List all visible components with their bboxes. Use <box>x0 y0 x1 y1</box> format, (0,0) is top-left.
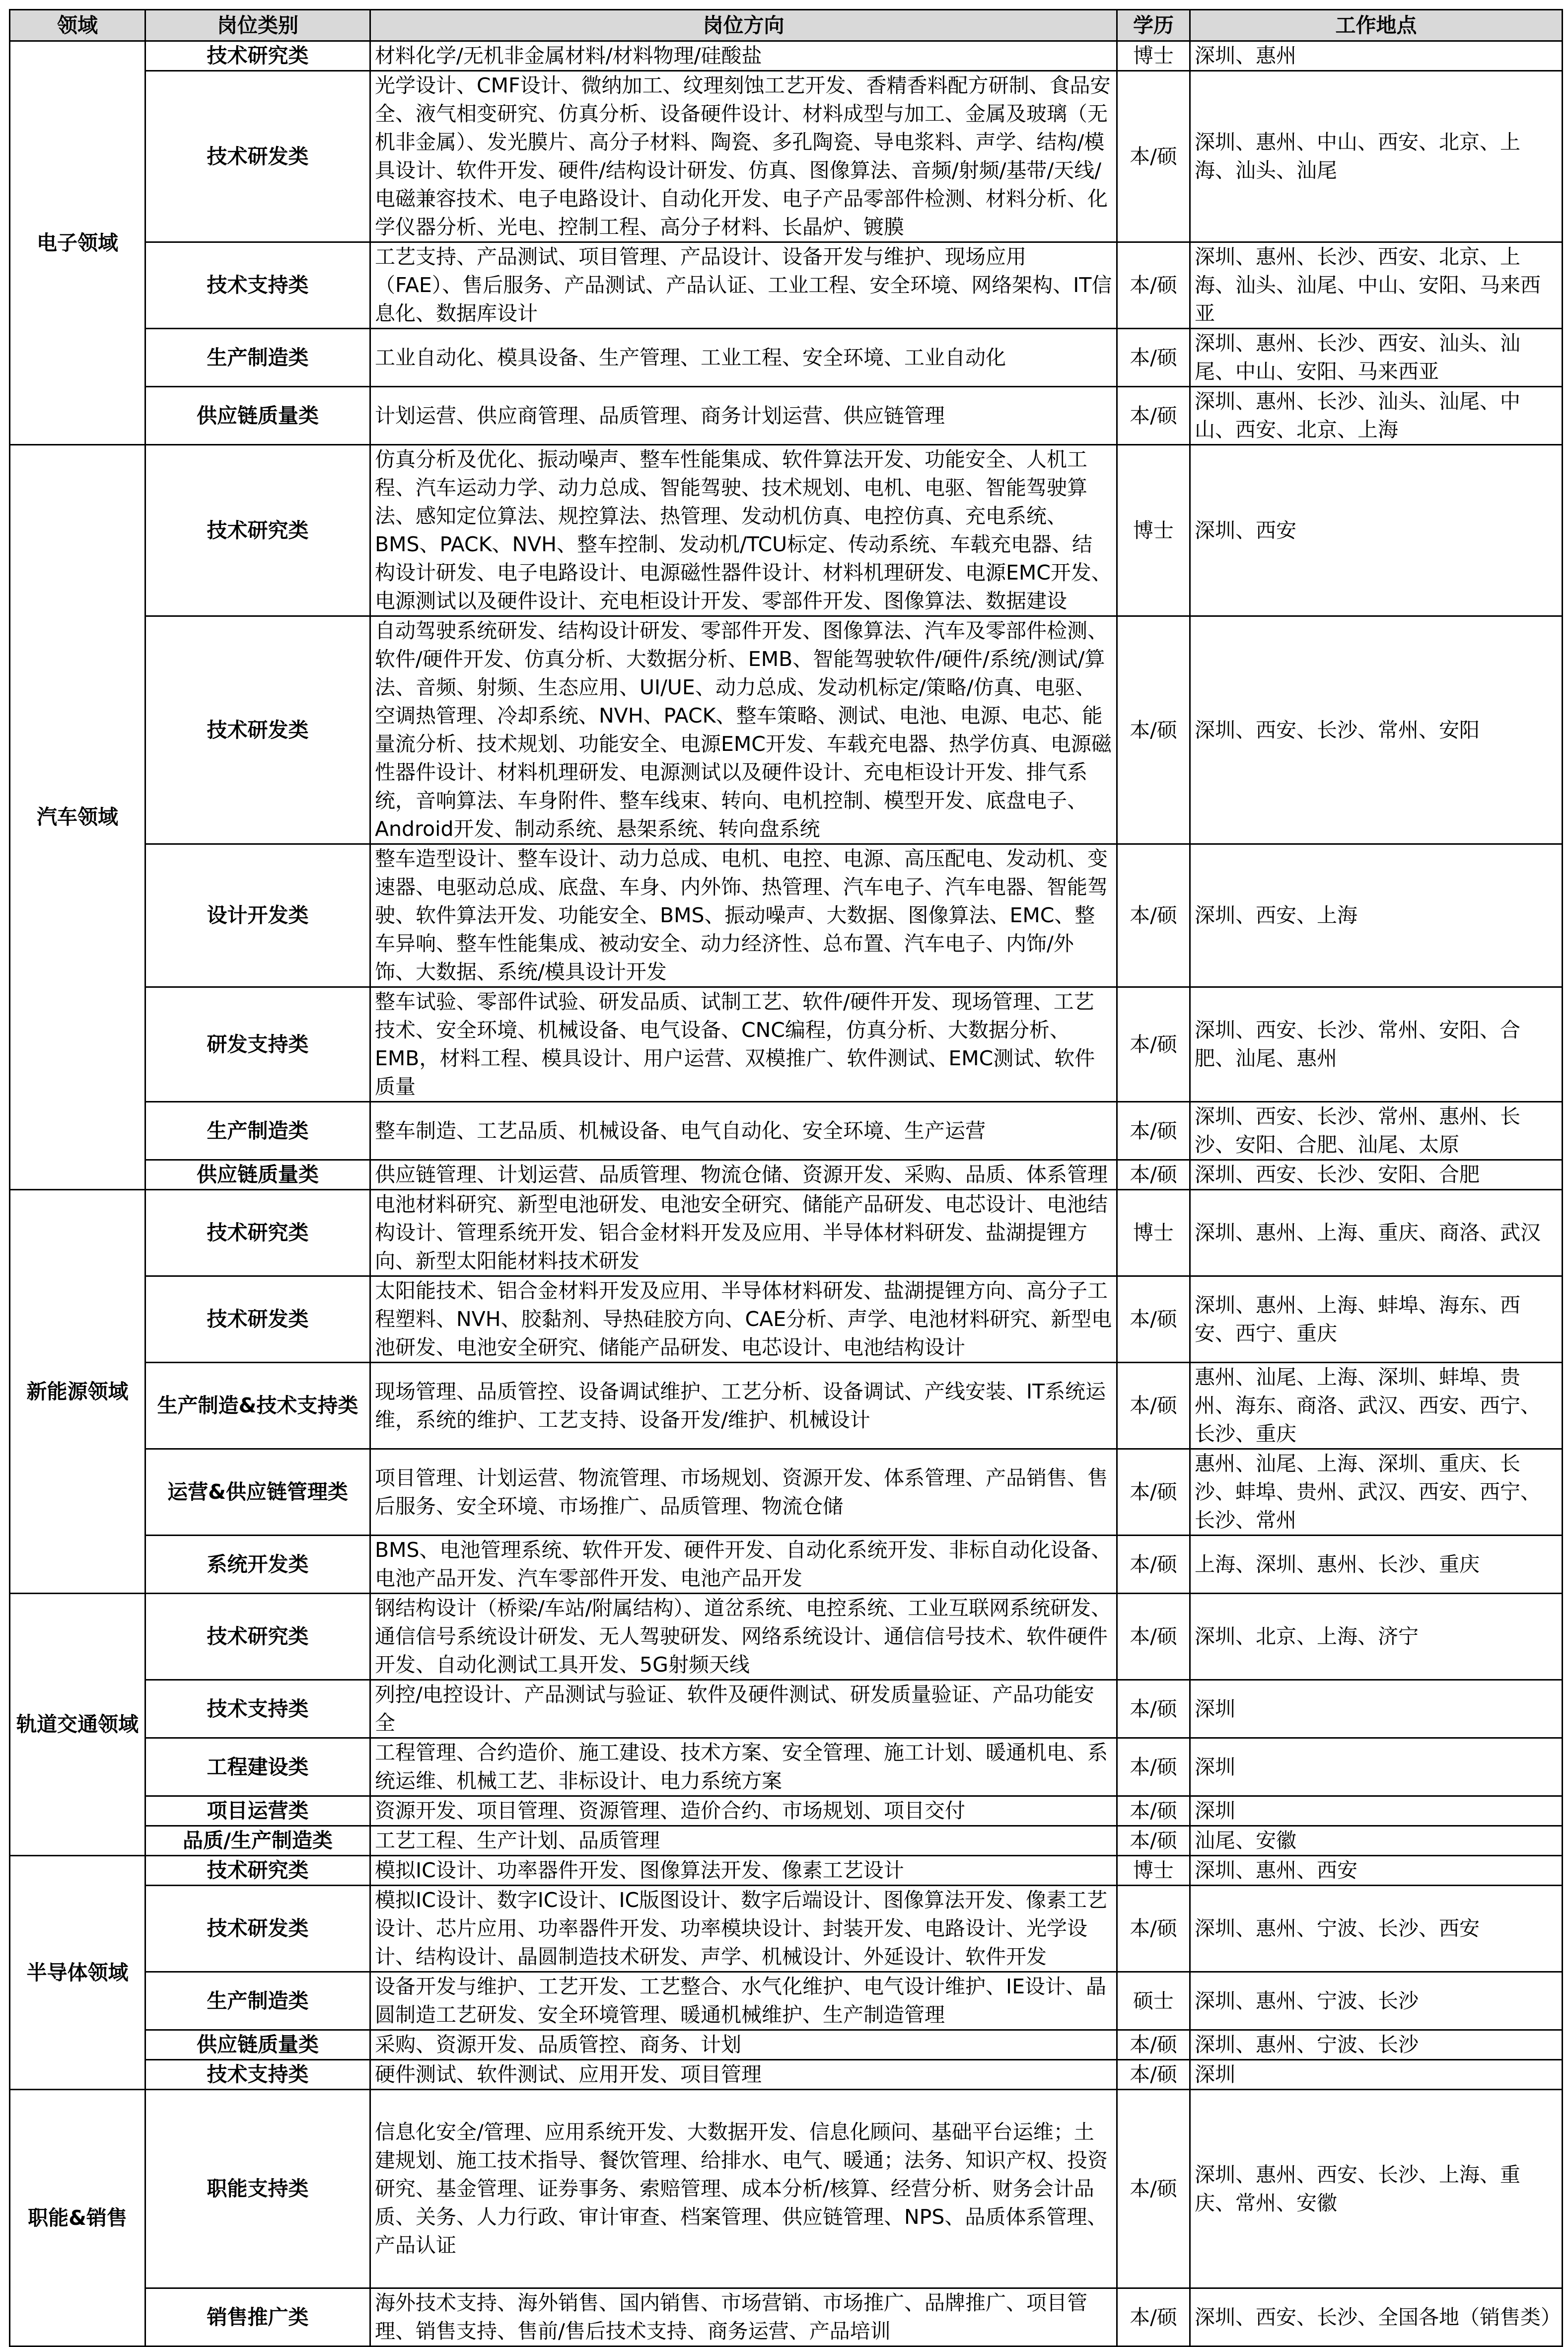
direction-cell: 整车造型设计、整车设计、动力总成、电机、电控、电源、高压配电、发动机、变速器、电驱动总成、底盘、车身、内外饰、热管理、汽车电子、汽车电器、智能驾驶、软件算法开发、功能安全、BMS、振动噪声、大数据、图像算法、EMC、整车异响、整车性能集成、被动安全、动力经济性、总布置、汽车电子、内饰/外饰、大数据、系统/模具设计开发 <box>370 844 1117 987</box>
domain-cell: 汽车领域 <box>10 445 145 1190</box>
location-cell: 深圳、惠州、长沙、西安、汕头、汕尾、中山、安阳、马来西亚 <box>1190 329 1563 387</box>
table-row <box>10 1536 1563 1594</box>
table-row <box>10 1363 1563 1449</box>
education-cell: 本/硕 <box>1117 1276 1190 1363</box>
domain-cell: 轨道交通领域 <box>10 1594 145 1856</box>
education-cell: 硕士 <box>1117 1972 1190 2030</box>
table-row <box>10 242 1563 329</box>
table-row <box>10 1449 1563 1536</box>
direction-cell: 材料化学/无机非金属材料/材料物理/硅酸盐 <box>370 41 1117 71</box>
category-cell: 供应链质量类 <box>145 1160 370 1190</box>
location-cell: 深圳、西安、上海 <box>1190 844 1563 987</box>
education-cell: 博士 <box>1117 1856 1190 1886</box>
location-cell: 深圳 <box>1190 1796 1563 1826</box>
table-row <box>10 1796 1563 1826</box>
location-cell: 深圳、惠州、长沙、汕头、汕尾、中山、西安、北京、上海 <box>1190 387 1563 445</box>
location-cell: 深圳、惠州、中山、西安、北京、上海、汕头、汕尾 <box>1190 71 1563 242</box>
direction-cell: 工程管理、合约造价、施工建设、技术方案、安全管理、施工计划、暖通机电、系统运维、机械工艺、非标设计、电力系统方案 <box>370 1738 1117 1796</box>
category-cell: 运营&供应链管理类 <box>145 1449 370 1536</box>
direction-cell: 太阳能技术、铝合金材料开发及应用、半导体材料研发、盐湖提锂方向、高分子工程塑料、NVH、胶黏剂、导热硅胶方向、CAE分析、声学、电池材料研究、新型电池研发、电池安全研究、储能产品研发、电芯设计、电池结构设计 <box>370 1276 1117 1363</box>
category-cell: 技术研发类 <box>145 71 370 242</box>
location-cell: 深圳、惠州、西安 <box>1190 1856 1563 1886</box>
education-cell: 本/硕 <box>1117 242 1190 329</box>
category-cell: 技术支持类 <box>145 2060 370 2090</box>
location-cell: 汕尾、安徽 <box>1190 1826 1563 1856</box>
education-cell: 本/硕 <box>1117 71 1190 242</box>
direction-cell: 采购、资源开发、品质管控、商务、计划 <box>370 2030 1117 2060</box>
table-row <box>10 387 1563 445</box>
direction-cell: 仿真分析及优化、振动噪声、整车性能集成、软件算法开发、功能安全、人机工程、汽车运动力学、动力总成、智能驾驶、技术规划、电机、电驱、智能驾驶算法、感知定位算法、规控算法、热管理、发动机仿真、电控仿真、充电系统、BMS、PACK、NVH、整车控制、发动机/TCU标定、传动系统、车载充电器、结构设计研发、电子电路设计、电源磁性器件设计、材料机理研发、电源EMC开发、电源测试以及硬件设计、充电柜设计开发、零部件开发、图像算法、数据建设 <box>370 445 1117 616</box>
category-cell: 供应链质量类 <box>145 2030 370 2060</box>
direction-cell: 项目管理、计划运营、物流管理、市场规划、资源开发、体系管理、产品销售、售后服务、安全环境、市场推广、品质管理、物流仓储 <box>370 1449 1117 1536</box>
table-row <box>10 1102 1563 1160</box>
location-cell: 深圳、惠州 <box>1190 41 1563 71</box>
education-cell: 本/硕 <box>1117 987 1190 1102</box>
location-cell: 深圳、西安、长沙、常州、安阳、合肥、汕尾、惠州 <box>1190 987 1563 1102</box>
table-row <box>10 1594 1563 1680</box>
category-cell: 技术研究类 <box>145 445 370 616</box>
header-location: 工作地点 <box>1190 10 1563 41</box>
direction-cell: 供应链管理、计划运营、品质管理、物流仓储、资源开发、采购、品质、体系管理 <box>370 1160 1117 1190</box>
direction-cell: 列控/电控设计、产品测试与验证、软件及硬件测试、研发质量验证、产品功能安全 <box>370 1680 1117 1738</box>
table-row <box>10 2090 1563 2288</box>
direction-cell: 硬件测试、软件测试、应用开发、项目管理 <box>370 2060 1117 2090</box>
direction-cell: 工艺工程、生产计划、品质管理 <box>370 1826 1117 1856</box>
location-cell: 深圳、西安、长沙、常州、惠州、长沙、安阳、合肥、汕尾、太原 <box>1190 1102 1563 1160</box>
category-cell: 生产制造类 <box>145 329 370 387</box>
category-cell: 技术研发类 <box>145 1276 370 1363</box>
table-row <box>10 2288 1563 2347</box>
location-cell: 深圳、惠州、上海、蚌埠、海东、西安、西宁、重庆 <box>1190 1276 1563 1363</box>
table-row <box>10 1738 1563 1796</box>
direction-cell: 钢结构设计（桥梁/车站/附属结构）、道岔系统、电控系统、工业互联网系统研发、通信信号系统设计研发、无人驾驶研发、网络系统设计、通信信号技术、软件硬件开发、自动化测试工具开发、5G射频天线 <box>370 1594 1117 1680</box>
category-cell: 研发支持类 <box>145 987 370 1102</box>
table-row <box>10 2060 1563 2090</box>
education-cell: 本/硕 <box>1117 2030 1190 2060</box>
location-cell: 上海、深圳、惠州、长沙、重庆 <box>1190 1536 1563 1594</box>
direction-cell: 海外技术支持、海外销售、国内销售、市场营销、市场推广、品牌推广、项目管理、销售支持、售前/售后技术支持、商务运营、产品培训 <box>370 2288 1117 2347</box>
education-cell: 博士 <box>1117 41 1190 71</box>
direction-cell: 信息化安全/管理、应用系统开发、大数据开发、信息化顾问、基础平台运维；土建规划、施工技术指导、餐饮管理、给排水、电气、暖通；法务、知识产权、投资研究、基金管理、证券事务、索赔管理、成本分析/核算、经营分析、财务会计品质、关务、人力行政、审计审查、档案管理、供应链管理、NPS、品质体系管理、产品认证 <box>370 2090 1117 2288</box>
category-cell: 销售推广类 <box>145 2288 370 2347</box>
table-row <box>10 1190 1563 1276</box>
direction-cell: 资源开发、项目管理、资源管理、造价合约、市场规划、项目交付 <box>370 1796 1117 1826</box>
education-cell: 本/硕 <box>1117 1680 1190 1738</box>
category-cell: 技术支持类 <box>145 1680 370 1738</box>
domain-cell: 新能源领域 <box>10 1190 145 1594</box>
location-cell: 深圳、西安 <box>1190 445 1563 616</box>
table-row <box>10 616 1563 844</box>
table-row <box>10 329 1563 387</box>
category-cell: 技术研究类 <box>145 1594 370 1680</box>
header-domain: 领域 <box>10 10 145 41</box>
direction-cell: 工艺支持、产品测试、项目管理、产品设计、设备开发与维护、现场应用（FAE）、售后服务、产品测试、产品认证、工业工程、安全环境、网络架构、IT信息化、数据库设计 <box>370 242 1117 329</box>
location-cell: 深圳、惠州、宁波、长沙 <box>1190 2030 1563 2060</box>
location-cell: 深圳、惠州、宁波、长沙、西安 <box>1190 1886 1563 1972</box>
domain-cell: 职能&销售 <box>10 2090 145 2347</box>
table-row <box>10 2030 1563 2060</box>
education-cell: 本/硕 <box>1117 2288 1190 2347</box>
direction-cell: 电池材料研究、新型电池研发、电池安全研究、储能产品研发、电芯设计、电池结构设计、管理系统开发、铝合金材料开发及应用、半导体材料研发、盐湖提锂方向、新型太阳能材料技术研发 <box>370 1190 1117 1276</box>
direction-cell: 整车制造、工艺品质、机械设备、电气自动化、安全环境、生产运营 <box>370 1102 1117 1160</box>
table-row <box>10 1856 1563 1886</box>
education-cell: 本/硕 <box>1117 1536 1190 1594</box>
location-cell: 惠州、汕尾、上海、深圳、重庆、长沙、蚌埠、贵州、武汉、西安、西宁、长沙、常州 <box>1190 1449 1563 1536</box>
table-row <box>10 445 1563 616</box>
table-row <box>10 987 1563 1102</box>
direction-cell: 模拟IC设计、功率器件开发、图像算法开发、像素工艺设计 <box>370 1856 1117 1886</box>
education-cell: 博士 <box>1117 1190 1190 1276</box>
category-cell: 系统开发类 <box>145 1536 370 1594</box>
location-cell: 深圳、西安、长沙、全国各地（销售类） <box>1190 2288 1563 2347</box>
table-row <box>10 1826 1563 1856</box>
education-cell: 本/硕 <box>1117 387 1190 445</box>
table-row <box>10 844 1563 987</box>
direction-cell: 自动驾驶系统研发、结构设计研发、零部件开发、图像算法、汽车及零部件检测、软件/硬件开发、仿真分析、大数据分析、EMB、智能驾驶软件/硬件/系统/测试/算法、音频、射频、生态应用、UI/UE、动力总成、发动机标定/策略/仿真、电驱、空调热管理、冷却系统、NVH、PACK、整车策略、测试、电池、电源、电芯、能量流分析、技术规划、功能安全、电源EMC开发、车载充电器、热学仿真、电源磁性器件设计、材料机理研发、电源测试以及硬件设计、充电柜设计开发、排气系统，音响算法、车身附件、整车线束、转向、电机控制、模型开发、底盘电子、Android开发、制动系统、悬架系统、转向盘系统 <box>370 616 1117 844</box>
category-cell: 技术研发类 <box>145 1886 370 1972</box>
category-cell: 技术研究类 <box>145 1856 370 1886</box>
category-cell: 职能支持类 <box>145 2090 370 2288</box>
header-education: 学历 <box>1117 10 1190 41</box>
direction-cell: BMS、电池管理系统、软件开发、硬件开发、自动化系统开发、非标自动化设备、电池产品开发、汽车零部件开发、电池产品开发 <box>370 1536 1117 1594</box>
location-cell: 深圳、惠州、上海、重庆、商洛、武汉 <box>1190 1190 1563 1276</box>
table-row <box>10 41 1563 71</box>
education-cell: 本/硕 <box>1117 2060 1190 2090</box>
header-direction: 岗位方向 <box>370 10 1117 41</box>
location-cell: 深圳、惠州、西安、长沙、上海、重庆、常州、安徽 <box>1190 2090 1563 2288</box>
category-cell: 技术支持类 <box>145 242 370 329</box>
education-cell: 本/硕 <box>1117 1594 1190 1680</box>
education-cell: 本/硕 <box>1117 1160 1190 1190</box>
table-row <box>10 1160 1563 1190</box>
category-cell: 技术研究类 <box>145 1190 370 1276</box>
category-cell: 项目运营类 <box>145 1796 370 1826</box>
location-cell: 深圳 <box>1190 1680 1563 1738</box>
category-cell: 供应链质量类 <box>145 387 370 445</box>
header-row <box>10 10 1563 41</box>
education-cell: 本/硕 <box>1117 1449 1190 1536</box>
category-cell: 技术研究类 <box>145 41 370 71</box>
location-cell: 深圳 <box>1190 2060 1563 2090</box>
location-cell: 深圳、西安、长沙、安阳、合肥 <box>1190 1160 1563 1190</box>
category-cell: 生产制造类 <box>145 1102 370 1160</box>
education-cell: 本/硕 <box>1117 1826 1190 1856</box>
domain-cell: 电子领域 <box>10 41 145 445</box>
category-cell: 工程建设类 <box>145 1738 370 1796</box>
category-cell: 品质/生产制造类 <box>145 1826 370 1856</box>
direction-cell: 设备开发与维护、工艺开发、工艺整合、水气化维护、电气设计维护、IE设计、晶圆制造工艺研发、安全环境管理、暖通机械维护、生产制造管理 <box>370 1972 1117 2030</box>
education-cell: 本/硕 <box>1117 1796 1190 1826</box>
table-row <box>10 1680 1563 1738</box>
direction-cell: 光学设计、CMF设计、微纳加工、纹理刻蚀工艺开发、香精香料配方研制、食品安全、液气相变研究、仿真分析、设备硬件设计、材料成型与加工、金属及玻璃（无机非金属）、发光膜片、高分子材料、陶瓷、多孔陶瓷、导电浆料、声学、结构/模具设计、软件开发、硬件/结构设计研发、仿真、图像算法、音频/射频/基带/天线/电磁兼容技术、电子电路设计、自动化开发、电子产品零部件检测、材料分析、化学仪器分析、光电、控制工程、高分子材料、长晶炉、镀膜 <box>370 71 1117 242</box>
category-cell: 生产制造&技术支持类 <box>145 1363 370 1449</box>
education-cell: 本/硕 <box>1117 2090 1190 2288</box>
table-row <box>10 1886 1563 1972</box>
education-cell: 本/硕 <box>1117 1886 1190 1972</box>
category-cell: 生产制造类 <box>145 1972 370 2030</box>
location-cell: 惠州、汕尾、上海、深圳、蚌埠、贵州、海东、商洛、武汉、西安、西宁、长沙、重庆 <box>1190 1363 1563 1449</box>
education-cell: 本/硕 <box>1117 1102 1190 1160</box>
education-cell: 本/硕 <box>1117 1363 1190 1449</box>
education-cell: 本/硕 <box>1117 1738 1190 1796</box>
positions-table <box>9 9 1563 2347</box>
direction-cell: 现场管理、品质管控、设备调试维护、工艺分析、设备调试、产线安装、IT系统运维，系统的维护、工艺支持、设备开发/维护、机械设计 <box>370 1363 1117 1449</box>
education-cell: 本/硕 <box>1117 329 1190 387</box>
direction-cell: 工业自动化、模具设备、生产管理、工业工程、安全环境、工业自动化 <box>370 329 1117 387</box>
table-row <box>10 1972 1563 2030</box>
table-body <box>10 41 1563 2347</box>
table-row <box>10 1276 1563 1363</box>
location-cell: 深圳、北京、上海、济宁 <box>1190 1594 1563 1680</box>
location-cell: 深圳、惠州、长沙、西安、北京、上海、汕头、汕尾、中山、安阳、马来西亚 <box>1190 242 1563 329</box>
location-cell: 深圳、惠州、宁波、长沙 <box>1190 1972 1563 2030</box>
domain-cell: 半导体领域 <box>10 1856 145 2090</box>
direction-cell: 模拟IC设计、数字IC设计、IC版图设计、数字后端设计、图像算法开发、像素工艺设计、芯片应用、功率器件开发、功率模块设计、封装开发、电路设计、光学设计、结构设计、晶圆制造技术研发、声学、机械设计、外延设计、软件开发 <box>370 1886 1117 1972</box>
location-cell: 深圳、西安、长沙、常州、安阳 <box>1190 616 1563 844</box>
location-cell: 深圳 <box>1190 1738 1563 1796</box>
category-cell: 技术研发类 <box>145 616 370 844</box>
education-cell: 博士 <box>1117 445 1190 616</box>
direction-cell: 整车试验、零部件试验、研发品质、试制工艺、软件/硬件开发、现场管理、工艺技术、安全环境、机械设备、电气设备、CNC编程，仿真分析、大数据分析、EMB，材料工程、模具设计、用户运营、双模推广、软件测试、EMC测试、软件质量 <box>370 987 1117 1102</box>
table-row <box>10 71 1563 242</box>
header-category: 岗位类别 <box>145 10 370 41</box>
education-cell: 本/硕 <box>1117 844 1190 987</box>
category-cell: 设计开发类 <box>145 844 370 987</box>
education-cell: 本/硕 <box>1117 616 1190 844</box>
direction-cell: 计划运营、供应商管理、品质管理、商务计划运营、供应链管理 <box>370 387 1117 445</box>
